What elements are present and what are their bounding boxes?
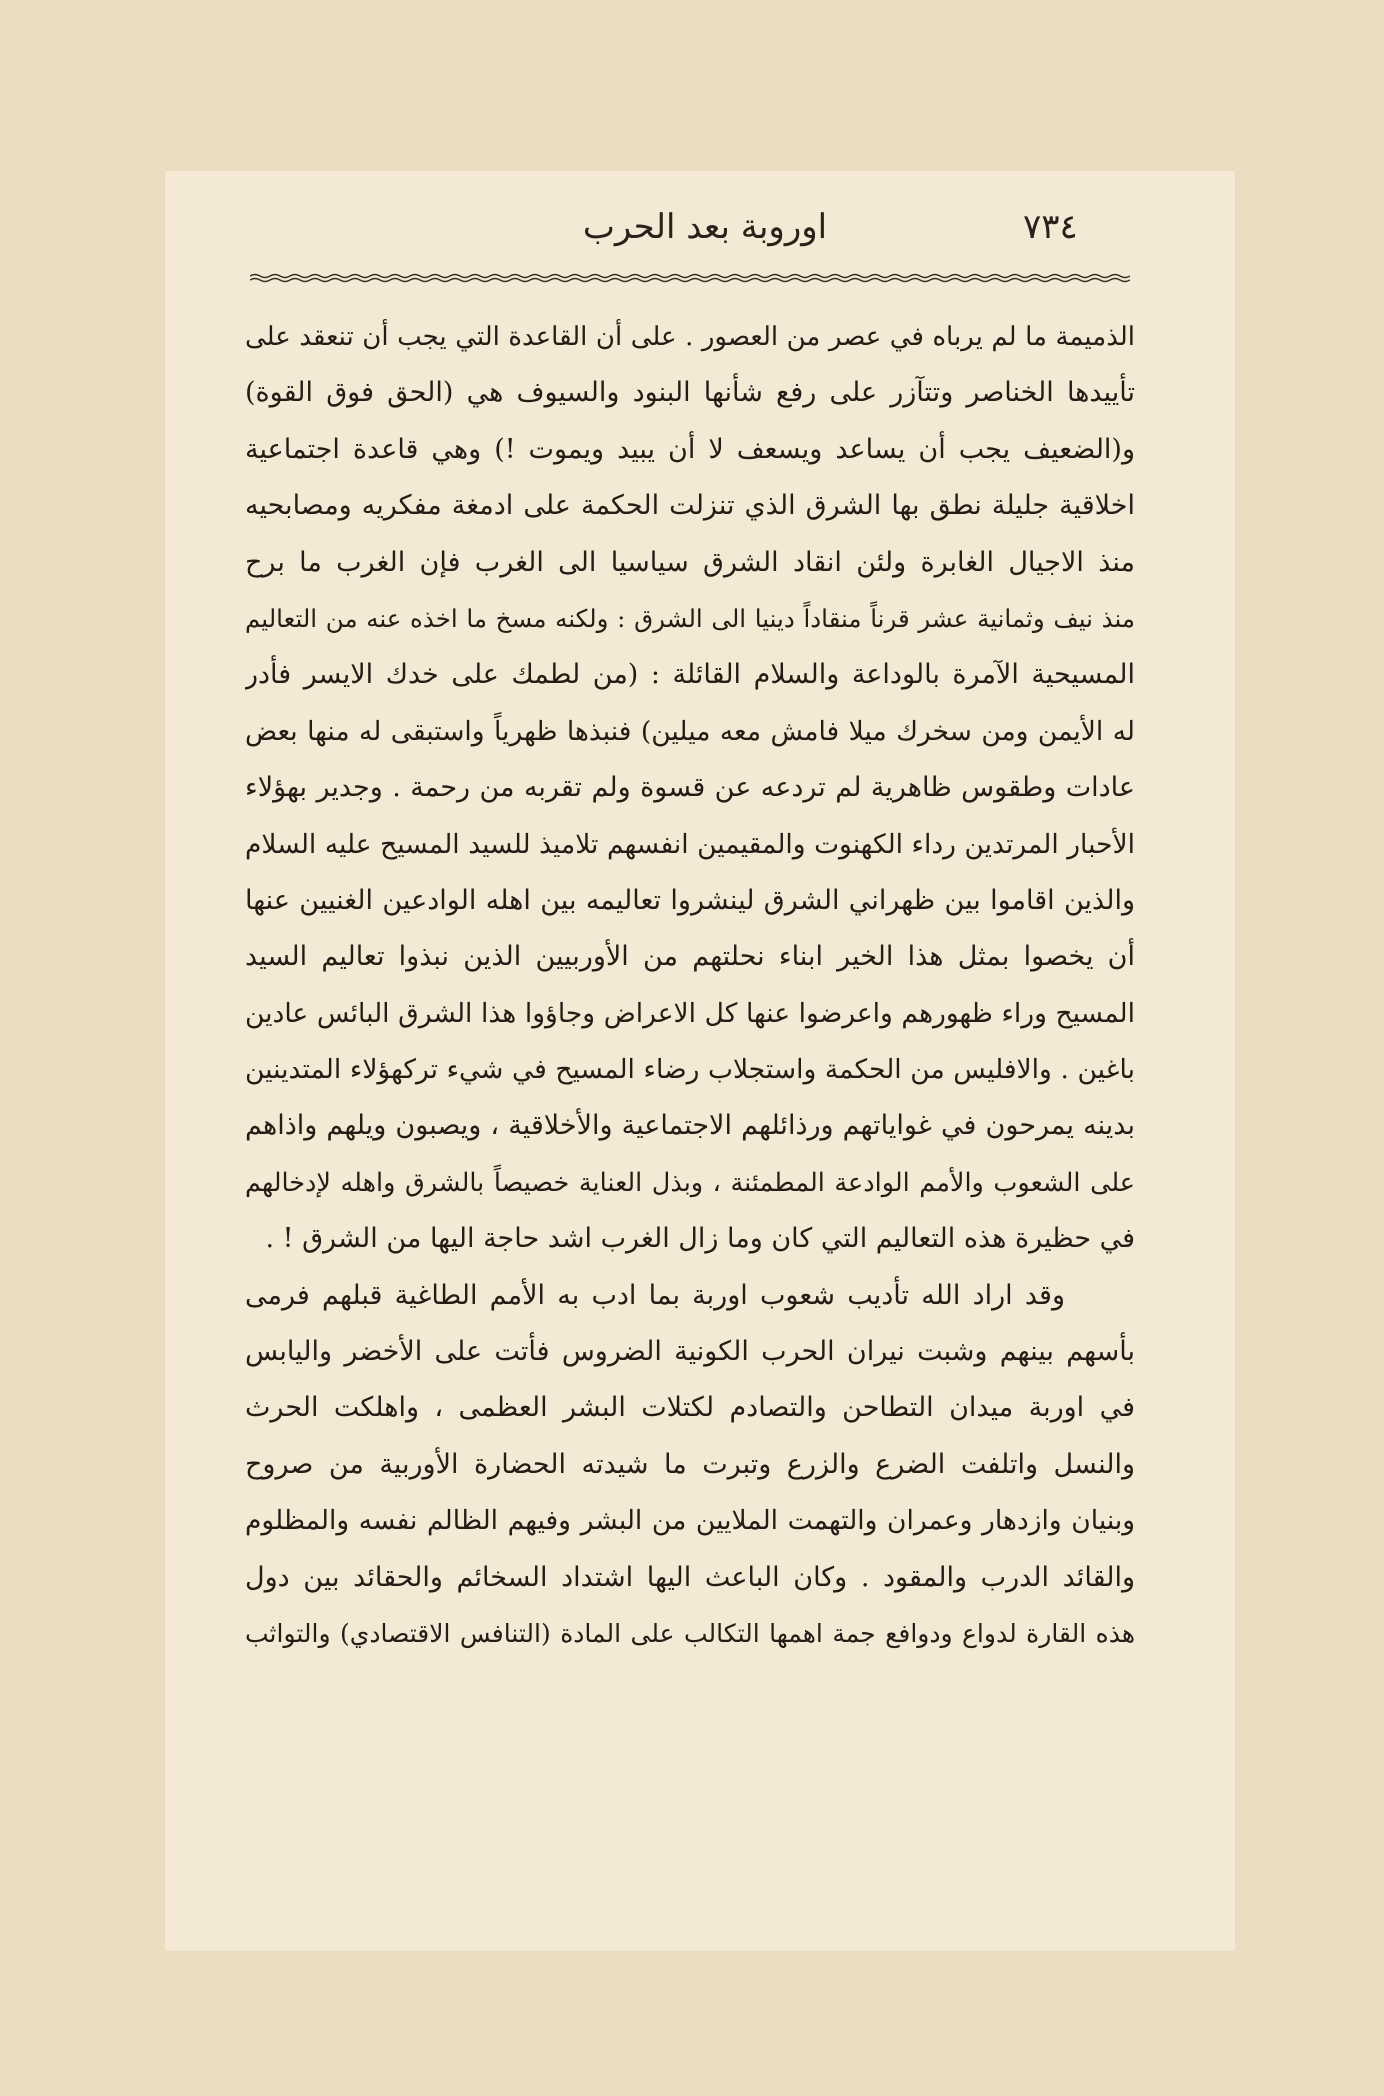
text-line: اخلاقية جليلة نطق بها الشرق الذي تنزلت الحكمة على ادمغة مفكريه ومصابحيه: [245, 490, 1135, 522]
running-title: اوروبة بعد الحرب: [582, 207, 828, 247]
text-line: والنسل واتلفت الضرع والزرع وتبرت ما شيدته الحضارة الأوربية من صروح: [245, 1448, 1135, 1480]
body-text: [245, 309, 1135, 1662]
text-line: وبنيان وازدهار وعمران والتهمت الملايين من البشر وفيهم الظالم نفسه والمظلوم: [245, 1505, 1135, 1537]
paragraph-end-line: في حظيرة هذه التعاليم التي كان وما زال الغرب اشد حاجة اليها من الشرق ! .: [265, 1223, 1135, 1255]
text-line: و(الضعيف يجب أن يساعد ويسعف لا أن يبيد ويموت !) وهي قاعدة اجتماعية: [245, 433, 1135, 465]
text-line: عادات وطقوس ظاهرية لم تردعه عن قسوة ولم تقربه من رحمة . وجدير بهؤلاء: [245, 772, 1135, 804]
text-line: بأسهم بينهم وشبت نيران الحرب الكونية الضروس فأتت على الأخضر واليابس: [245, 1336, 1135, 1368]
text-line: أن يخصوا بمثل هذا الخير ابناء نحلتهم من الأوربيين الذين نبذوا تعاليم السيد: [245, 941, 1135, 973]
text-line: والقائد الدرب والمقود . وكان الباعث اليها اشتداد السخائم والحقائد بين دول: [245, 1561, 1135, 1593]
text-line: باغين . والافليس من الحكمة واستجلاب رضاء المسيح في شيء تركهؤلاء المتدينين: [245, 1054, 1135, 1086]
text-line: الأحبار المرتدين رداء الكهنوت والمقيمين انفسهم تلاميذ للسيد المسيح عليه السلام: [245, 828, 1135, 860]
text-line: منذ نيف وثمانية عشر قرناً منقاداً دينيا الى الشرق : ولكنه مسخ ما اخذه عنه من التعاليم: [245, 603, 1135, 633]
text-line: هذه القارة لدواع ودوافع جمة اهمها التكالب على المادة (التنافس الاقتصادي) والتواثب: [245, 1618, 1135, 1648]
header-wavy-rule: [250, 273, 1130, 283]
text-line: تأييدها الخناصر وتتآزر على رفع شأنها البنود والسيوف هي (الحق فوق القوة): [245, 377, 1135, 409]
page-header: [165, 207, 1235, 257]
text-line: له الأيمن ومن سخرك ميلا فامش معه ميلين) فنبذها ظهرياً واستبقى له منها بعض: [245, 715, 1135, 747]
text-line: على الشعوب والأمم الوادعة المطمئنة ، وبذل العناية خصيصاً بالشرق واهله لإدخالهم: [245, 1167, 1135, 1198]
text-line: في اوربة ميدان التطاحن والتصادم لكتلات البشر العظمى ، واهلكت الحرث: [245, 1392, 1135, 1424]
text-line: المسيحية الآمرة بالوداعة والسلام القائلة : (من لطمك على خدك الايسر فأدر: [245, 659, 1135, 691]
text-line: المسيح وراء ظهورهم واعرضوا عنها كل الاعراض وجاؤوا هذا الشرق البائس عادين: [245, 997, 1135, 1029]
page-number: ٧٣٤: [1023, 207, 1078, 247]
text-line: الذميمة ما لم يرباه في عصر من العصور . على أن القاعدة التي يجب أن تنعقد على: [245, 322, 1135, 352]
text-line: والذين اقاموا بين ظهراني الشرق لينشروا تعاليمه بين اهله الوادعين الغنيين عنها: [245, 884, 1135, 916]
paragraph-start-line: وقد اراد الله تأديب شعوب اوربة بما ادب به الأمم الطاغية قبلهم فرمى: [245, 1279, 1065, 1311]
text-line: منذ الاجيال الغابرة ولئن انقاد الشرق سياسيا الى الغرب فإن الغرب ما برح: [245, 546, 1135, 578]
book-page: [165, 171, 1235, 1951]
text-line: بدينه يمرحون في غواياتهم ورذائلهم الاجتماعية والأخلاقية ، ويصبون ويلهم واذاهم: [245, 1110, 1135, 1142]
